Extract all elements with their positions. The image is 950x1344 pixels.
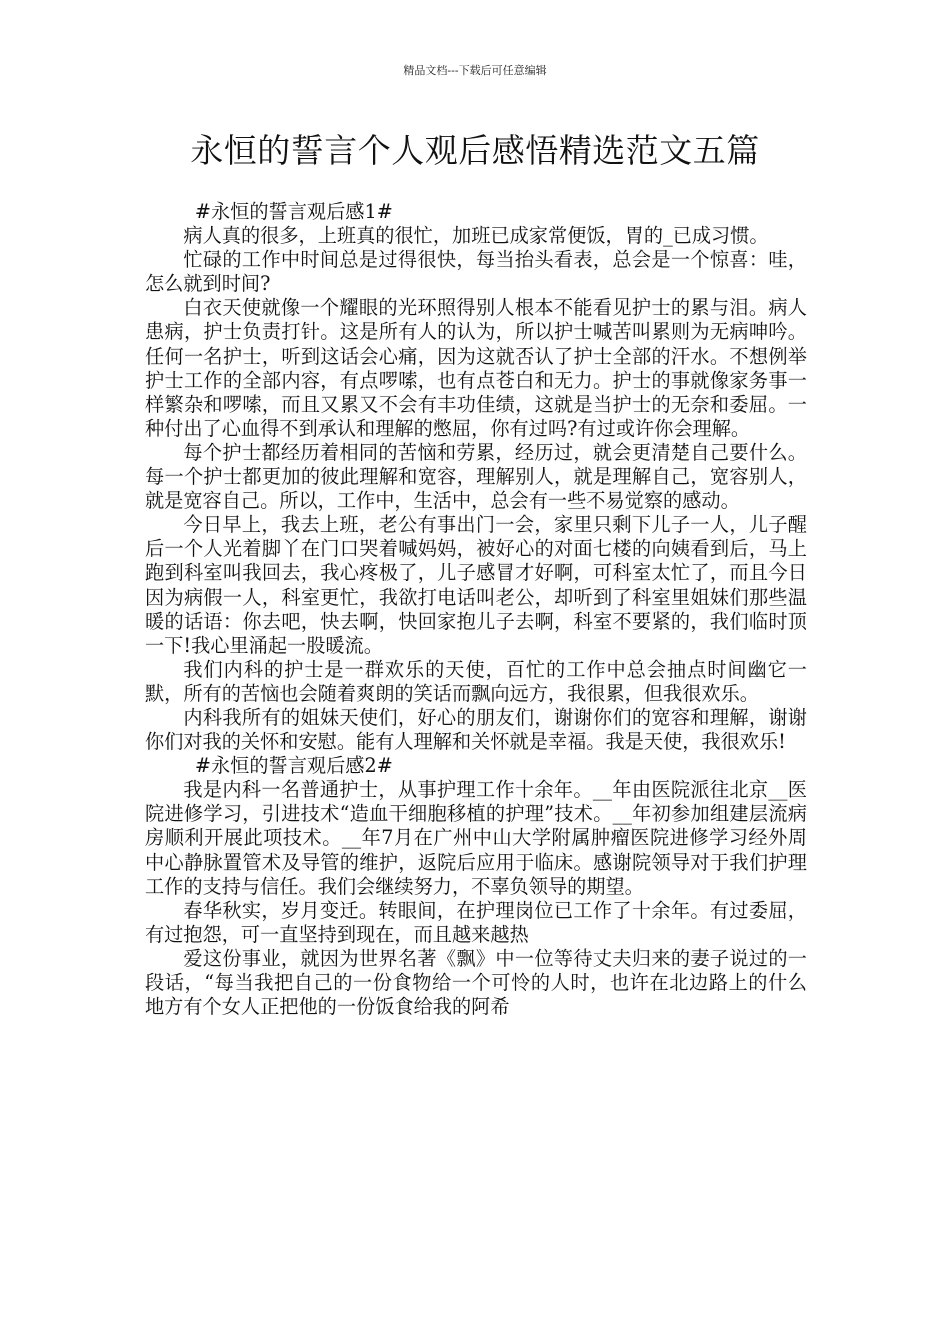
paragraph: 今日早上，我去上班，老公有事出门一会，家里只剩下儿子一人，儿子醒后一个人光着脚丫在门口哭着喊妈妈，被好心的对面七楼的向姨看到后，马上跑到科室叫我回去，我心疼极了，儿子感冒才好啊，可科室太忙了，而且今日因为病假一人，科室更忙，我欲打电话叫老公，却听到了科室里姐妹们那些温暖的话语：你去吧，快去啊，快回家抱儿子去啊，科室不要紧的，我们临时顶一下!我心里涌起一股暖流。: [145, 513, 807, 657]
paragraph: 爱这份事业，就因为世界名著《飘》中一位等待丈夫归来的妻子说过的一段话，“每当我把自己的一份食物给一个可怜的人时，也许在北边路上的什么地方有个女人正把他的一份饭食给我的阿希: [145, 946, 807, 1019]
paragraph: 白衣天使就像一个耀眼的光环照得别人根本不能看见护士的累与泪。病人患病，护士负责打针。这是所有人的认为，所以护士喊苦叫累则为无病呻吟。任何一名护士，听到这话会心痛，因为这就否认了护士全部的汗水。不想例举护士工作的全部内容，有点啰嗦，也有点苍白和无力。护士的事就像家务事一样繁杂和啰嗦，而且又累又不会有丰功佳绩，这就是当护士的无奈和委屈。一种付出了心血得不到承认和理解的憋屈，你有过吗?有过或许你会理解。: [145, 296, 807, 440]
paragraph: 春华秋实，岁月变迁。转眼间，在护理岗位已工作了十余年。有过委屈，有过抱怨，可一直坚持到现在，而且越来越热: [145, 898, 807, 946]
paragraph: 内科我所有的姐妹天使们，好心的朋友们，谢谢你们的宽容和理解，谢谢你们对我的关怀和安慰。能有人理解和关怀就是幸福。我是天使，我很欢乐!: [145, 705, 807, 754]
page-header: 精品文档---下载后可任意编辑: [403, 64, 547, 77]
paragraph: 我们内科的护士是一群欢乐的天使，百忙的工作中总会抽点时间幽它一默，所有的苦恼也会随着爽朗的笑话而飘向远方，我很累，但我很欢乐。: [145, 657, 807, 705]
paragraph: 每个护士都经历着相同的苦恼和劳累，经历过，就会更清楚自己要什么。每一个护士都更加的彼此理解和宽容，理解别人，就是理解自己，宽容别人，就是宽容自己。所以，工作中，生活中，总会有一些不易觉察的感动。: [145, 440, 807, 513]
section-heading-1: #永恒的誓言观后感1#: [194, 200, 393, 223]
section-heading-2: #永恒的誓言观后感2#: [194, 754, 393, 778]
paragraph: 我是内科一名普通护士，从事护理工作十余年。__年由医院派往北京__医院进修学习，引进技术“造血干细胞移植的护理”技术。__年初参加组建层流病房顺利开展此项技术。__年7月在广州中山大学附属肿瘤医院进修学习经外周中心静脉置管术及导管的维护，返院后应用于临床。感谢院领导对于我们护理工作的支持与信任。我们会继续努力，不辜负领导的期望。: [145, 778, 807, 898]
document-body: [145, 200, 807, 1019]
paragraph: 忙碌的工作中时间总是过得很快，每当抬头看表，总会是一个惊喜：哇，怎么就到时间?: [145, 248, 807, 296]
document-title: 永恒的誓言个人观后感悟精选范文五篇: [190, 131, 760, 170]
paragraph: 病人真的很多，上班真的很忙，加班已成家常便饭，胃的_已成习惯。: [183, 224, 769, 248]
